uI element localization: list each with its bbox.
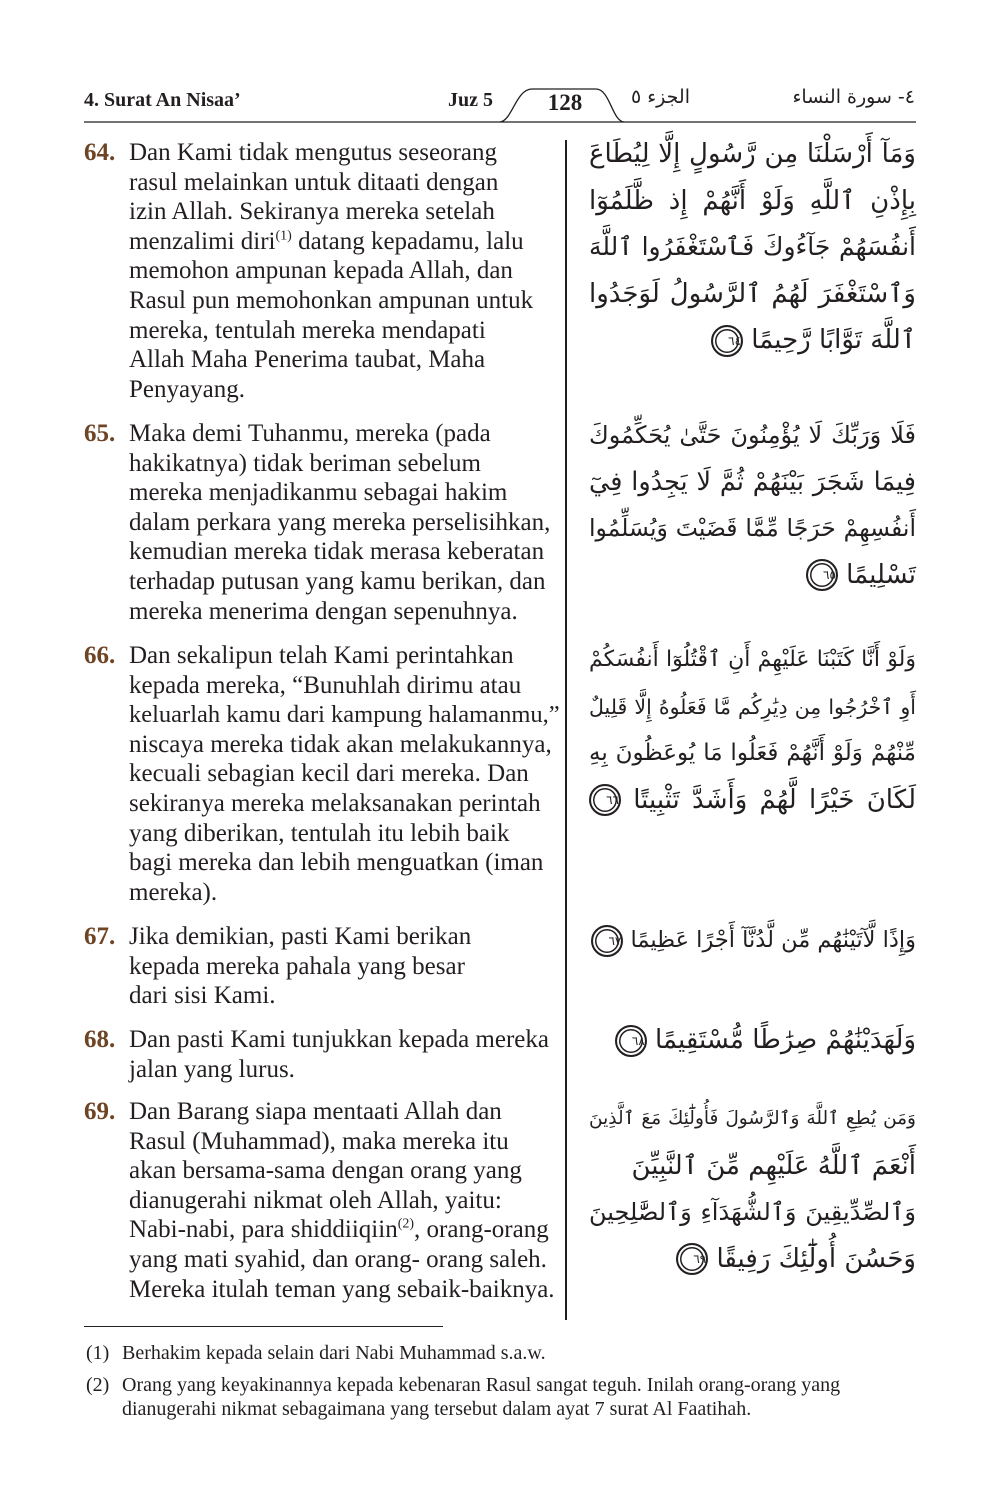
translation-text: , orang-orang — [414, 1216, 549, 1244]
translation-line: dari sisi Kami. — [129, 982, 276, 1010]
verse-65-translation — [84, 419, 562, 626]
surah-title-arabic: ٤- سورة النساء — [792, 86, 915, 108]
footnote-ref: (1) — [275, 228, 292, 244]
verse-number: 64. — [84, 139, 116, 166]
translation-line: akan bersama-sama dengan orang yang — [129, 1157, 522, 1185]
ayah-number-marker: ٦٩ — [676, 1243, 708, 1275]
footnote-rule — [84, 1326, 443, 1327]
arabic-text: وَإِذًا لَّآتَيْنَٰهُم مِّن لَّدُنَّآ أَجْرًا عَظِيمًا — [630, 927, 916, 953]
verse-69-translation — [84, 1097, 562, 1304]
translation-line: mereka menjadikanmu sebagai hakim — [129, 479, 508, 507]
translation-line: kecuali sebagian kecil dari mereka. Dan — [129, 760, 529, 788]
arabic-verse-line: أَوِ ٱخْرُجُوا مِن دِيَٰرِكُم مَّا فَعَلُوهُ إِلَّا قَلِيلٌ — [589, 694, 916, 719]
translation-line: kemudian mereka tidak merasa keberatan — [129, 538, 545, 566]
translation-line: sekiranya mereka melaksanakan perintah — [129, 789, 541, 817]
ayah-number-marker: ٦٧ — [591, 925, 623, 957]
verse-66-translation — [84, 641, 562, 907]
translation-line: Mereka itulah teman yang sebaik-baiknya. — [129, 1275, 555, 1303]
arabic-verse-line: فِيمَا شَجَرَ بَيْنَهُمْ ثُمَّ لَا يَجِدُوا فِيٓ — [589, 466, 916, 497]
arabic-verse-line: وَمَآ أَرْسَلْنَا مِن رَّسُولٍ إِلَّا لِيُطَاعَ — [589, 139, 916, 169]
arabic-verse-line: وَلَوْ أَنَّا كَتَبْنَا عَلَيْهِمْ أَنِ ٱقْتُلُوٓا أَنفُسَكُمْ — [589, 647, 916, 672]
translation-line: Jika demikian, pasti Kami berikan — [129, 923, 472, 950]
verse-number: 69. — [84, 1098, 116, 1125]
footnote-label: (2) — [86, 1374, 110, 1396]
translation-line: Rasul (Muhammad), maka mereka itu — [129, 1127, 509, 1155]
arabic-verse-line — [589, 917, 916, 964]
verse-69-arabic — [589, 1096, 916, 1282]
juz-label-arabic: الجزء ٥ — [630, 86, 690, 108]
footnote-line: dianugerahi nikmat sebagaimana yang tersebut dalam ayat 7 surat Al Faatihah. — [122, 1398, 752, 1420]
translation-line: Penyayang. — [129, 375, 245, 403]
footnote-label: (1) — [86, 1342, 110, 1364]
translation-line: izin Allah. Sekiranya mereka setelah — [129, 198, 495, 226]
footnote-line: Orang yang keyakinannya kepada kebenaran Rasul sangat teguh. Inilah orang-orang yang — [122, 1374, 841, 1396]
arabic-verse-line: مِّنْهُمْ وَلَوْ أَنَّهُمْ فَعَلُوا مَا يُوعَظُونَ بِهِ — [589, 740, 916, 766]
arabic-verse-line — [589, 1236, 916, 1283]
ayah-number-marker: ٦٤ — [711, 325, 743, 357]
translation-line: Allah Maha Penerima taubat, Maha — [129, 346, 486, 374]
translation-line: keluarlah kamu dari kampung halamanmu,” — [129, 701, 560, 729]
translation-line: bagi mereka dan lebih menguatkan (iman — [129, 849, 544, 877]
arabic-verse-line: وَٱسْتَغْفَرَ لَهُمُ ٱلرَّسُولُ لَوَجَدُوا — [589, 278, 916, 309]
translation-text: Nabi-nabi, para shiddiiqiin — [129, 1216, 398, 1244]
ayah-number-marker: ٦٦ — [589, 784, 621, 816]
translation-line: Dan Kami tidak mengutus seseorang — [129, 139, 497, 166]
arabic-text: ٱللَّهَ تَوَّابًا رَّحِيمًا — [751, 325, 916, 355]
ayah-number-marker: ٦٥ — [806, 559, 838, 591]
footnote-line: Berhakim kepada selain dari Nabi Muhammad s.a.w. — [122, 1342, 546, 1364]
translation-line: rasul melainkan untuk ditaati dengan — [129, 168, 499, 196]
verse-66-arabic — [589, 637, 916, 823]
verse-67-arabic — [589, 917, 916, 964]
verse-number: 66. — [84, 642, 116, 669]
arabic-text: وَحَسُنَ أُولَٰٓئِكَ رَفِيقًا — [716, 1243, 916, 1274]
translation-line: hakikatnya) tidak beriman sebelum — [129, 449, 481, 477]
verse-number: 65. — [84, 420, 116, 447]
translation-line: mereka, tentulah mereka mendapati — [129, 316, 486, 344]
translation-line: Dan Barang siapa mentaati Allah dan — [129, 1098, 502, 1125]
translation-text: menzalimi diri — [129, 227, 276, 255]
translation-line: memohon ampunan kepada Allah, dan — [129, 257, 513, 285]
arabic-verse-line: وَٱلصِّدِّيقِينَ وَٱلشُّهَدَآءِ وَٱلصَّٰلِحِينَ — [589, 1198, 916, 1226]
page-number: 128 — [547, 90, 583, 115]
juz-label-latin: Juz 5 — [448, 89, 493, 111]
arabic-text: لَكَانَ خَيْرًا لَّهُمْ وَأَشَدَّ تَثْبِيتًا — [633, 784, 916, 815]
verse-65-arabic — [589, 412, 916, 598]
translation-line: niscaya mereka tidak akan melakukannya, — [129, 730, 552, 758]
verse-67-translation — [84, 922, 562, 1011]
arabic-verse-line: أَنفُسِهِمْ حَرَجًا مِّمَّا قَضَيْتَ وَيُسَلِّمُوا — [589, 514, 916, 542]
translation-line: Dan pasti Kami tunjukkan kepada mereka — [129, 1026, 549, 1053]
translation-line: mereka). — [129, 878, 218, 906]
arabic-verse-line: أَنفُسَهُمْ جَآءُوكَ فَٱسْتَغْفَرُوا ٱللَّهَ — [589, 232, 916, 261]
arabic-verse-line: بِإِذْنِ ٱللَّهِ وَلَوْ أَنَّهُمْ إِذ ظَّلَمُوٓا — [589, 185, 916, 216]
translation-line: kepada mereka, “Bunuhlah dirimu atau — [129, 671, 522, 699]
translation-line: Rasul pun memohonkan ampunan untuk — [129, 286, 534, 314]
verse-64-translation — [84, 138, 562, 404]
translation-line: Dan sekalipun telah Kami perintahkan — [129, 642, 514, 669]
translation-line: Maka demi Tuhanmu, mereka (pada — [129, 420, 491, 447]
translation-line: kepada mereka pahala yang besar — [129, 952, 465, 980]
surah-title-latin: 4. Surat An Nisaa’ — [84, 89, 241, 111]
arabic-text: تَسْلِيمًا — [846, 559, 916, 590]
arabic-verse-line — [589, 1017, 916, 1064]
translation-line: terhadap putusan yang kamu berikan, dan — [129, 567, 546, 595]
verse-number: 68. — [84, 1026, 116, 1053]
arabic-verse-line — [589, 552, 916, 599]
verse-64-arabic — [589, 131, 916, 364]
header-rule — [0, 0, 1000, 140]
translation-text: datang kepadamu, lalu — [291, 227, 524, 255]
arabic-verse-line: وَمَن يُطِعِ ٱللَّهَ وَٱلرَّسُولَ فَأُولَٰٓئِكَ مَعَ ٱلَّذِينَ — [589, 1108, 916, 1129]
verse-68-arabic — [589, 1017, 916, 1064]
verse-number: 67. — [84, 923, 116, 950]
arabic-verse-line — [589, 317, 916, 364]
translation-line: yang diberikan, tentulah itu lebih baik — [129, 819, 510, 847]
footnote-2 — [84, 1373, 916, 1421]
arabic-verse-line: فَلَا وَرَبِّكَ لَا يُؤْمِنُونَ حَتَّىٰ يُحَكِّمُوكَ — [589, 421, 916, 449]
verse-68-translation — [84, 1025, 562, 1084]
translation-line — [129, 1215, 561, 1245]
arabic-verse-line — [589, 777, 916, 824]
translation-line: dianugerahi nikmat oleh Allah, yaitu: — [129, 1186, 502, 1214]
translation-line: mereka menerima dengan sepenuhnya. — [129, 597, 518, 625]
translation-line: yang mati syahid, dan orang- orang saleh. — [129, 1245, 547, 1273]
footnote-ref: (2) — [397, 1217, 415, 1233]
translation-line: jalan yang lurus. — [129, 1055, 295, 1083]
column-divider — [565, 140, 567, 1320]
translation-line: dalam perkara yang mereka perselisihkan, — [129, 508, 551, 536]
arabic-verse-line: أَنْعَمَ ٱللَّهُ عَلَيْهِم مِّنَ ٱلنَّبِيِّنَ — [631, 1150, 916, 1181]
arabic-text: وَلَهَدَيْنَٰهُمْ صِرَٰطًا مُّسْتَقِيمًا — [655, 1025, 916, 1055]
ayah-number-marker: ٦٨ — [615, 1025, 647, 1057]
footnote-1 — [84, 1341, 916, 1365]
translation-line — [129, 227, 561, 257]
